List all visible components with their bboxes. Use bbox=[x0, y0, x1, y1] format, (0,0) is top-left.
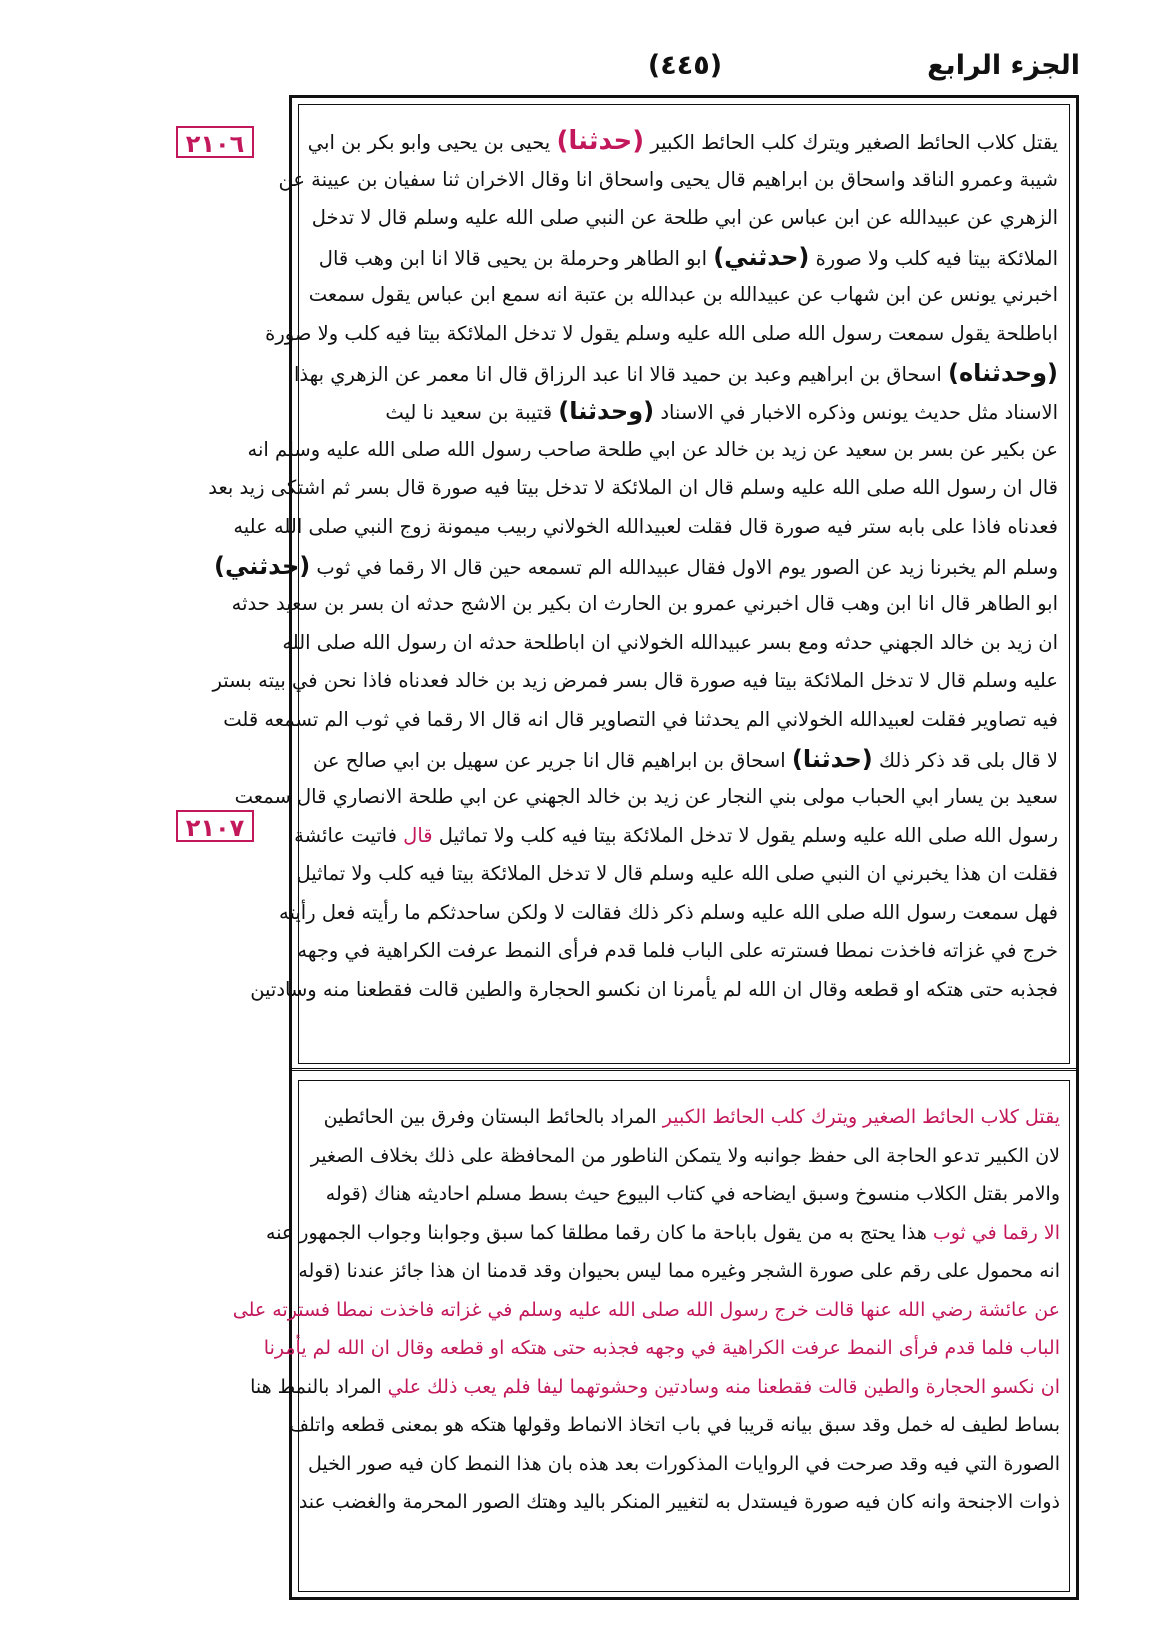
text-line: خرج في غزاته فاخذت نمطا فسترته على الباب فلما قدم فرأى النمط عرفت الكراهية في وجهه bbox=[297, 939, 1058, 963]
running-head bbox=[290, 50, 1080, 90]
text-line: فهل سمعت رسول الله صلى الله عليه وسلم ذكر ذلك فقالت لا ولكن ساحدثكم ما رأيته فعل رأيته bbox=[279, 900, 1058, 924]
text-line: فيه تصاوير فقلت لعبيدالله الخولاني الم يحدثنا في التصاوير قال انه قال الا رقما في ثوب الم تسمعه قلت bbox=[223, 707, 1058, 731]
text-line: انه محمول على رقم على صورة الشجر وغيره مما ليس بحيوان وقد قدمنا ان هذا جائز عندنا (قوله bbox=[298, 1260, 1060, 1282]
keyword-wa-haddathana: (وحدثنا) bbox=[558, 397, 655, 426]
text-line: لان الكبير تدعو الحاجة الى حفظ جوانبه ولا يتمكن الناطور من المحافظة على ذلك بخلاف الصغير bbox=[310, 1144, 1060, 1167]
text-line: قال ان رسول الله صلى الله عليه وسلم قال ان الملائكة لا تدخل بيتا فيه صورة قال بسر ثم اشتكى زيد بعد bbox=[208, 476, 1058, 500]
text-line: (وحدثناه) اسحاق بن ابراهيم وعبد بن حميد قالا انا عبد الرزاق قال انا معمر عن الزهري بهذا bbox=[293, 358, 1058, 387]
page-number: (٤٤٥) bbox=[647, 50, 723, 81]
hadith-number-badge: ٢١٠٧ bbox=[176, 810, 254, 842]
text-line: رسول الله صلى الله عليه وسلم يقول لا تدخل الملائكة بيتا فيه كلب ولا تماثيل قال فاتيت عائشة bbox=[294, 823, 1058, 847]
keyword-wa-haddathanahu: (وحدثناه) bbox=[947, 358, 1058, 387]
text-line: بساط لطيف له خمل وقد سبق بيانه قريبا في باب اتخاذ الانماط وقولها هتكه هو بمعنى قطعه واتلف bbox=[289, 1414, 1060, 1436]
qawluhu-marker: (قوله bbox=[325, 1183, 369, 1205]
text-line: عن عائشة رضي الله عنها قالت خرج رسول الله صلى الله عليه وسلم في غزاته فاخذت نمطا فسترته على bbox=[232, 1298, 1060, 1321]
text-line: سعيد بن يسار ابي الحباب مولى بني النجار عن زيد بن خالد الجهني عن ابي طلحة الانصاري قال سمعت bbox=[234, 785, 1058, 809]
commentary-lemma: يقتل كلاب الحائط الصغير ويترك كلب الحائط الكبير bbox=[662, 1106, 1060, 1128]
text-line: عن بكير عن بسر بن سعيد عن زيد بن خالد عن ابي طلحة صاحب رسول الله صلى الله عليه وسلم انه bbox=[247, 437, 1058, 461]
keyword-qala: قال bbox=[403, 823, 433, 847]
text-line: وسلم الم يخبرنا زيد عن الصور يوم الاول فقال عبيدالله الم تسمعه حين قال الا رقما في ثوب (حدثني) bbox=[214, 551, 1058, 580]
text-line: اخبرني يونس عن ابن شهاب عن عبيدالله بن عبدالله بن عتبة انه سمع ابن عباس يقول سمعت bbox=[308, 283, 1058, 307]
text-line: الاسناد مثل حديث يونس وذكره الاخبار في الاسناد (وحدثنا) قتيبة بن سعيد نا ليث bbox=[385, 397, 1058, 426]
keyword-haddathana: (حدثنا) bbox=[791, 744, 873, 773]
text-line: يقتل كلاب الحائط الصغير ويترك كلب الحائط الكبير المراد بالحائط البستان وفرق بين الحائطين bbox=[323, 1106, 1060, 1128]
text-line: عليه وسلم قال لا تدخل الملائكة بيتا فيه صورة قال بسر فمرض زيد بن خالد فعدناه فاذا نحن في بيته بستر bbox=[212, 669, 1058, 693]
text-line: فعدناه فاذا على بابه ستر فيه صورة قال فقلت لعبيدالله الخولاني ربيب ميمونة زوج النبي صلى الله عليه bbox=[233, 514, 1058, 538]
text-line: يقتل كلاب الحائط الصغير ويترك كلب الحائط الكبير (حدثنا) يحيى بن يحيى وابو بكر بن ابي bbox=[307, 126, 1058, 156]
text-line: ابو الطاهر قال انا ابن وهب قال اخبرني عمرو بن الحارث ان بكير بن الاشج حدثه ان بسر بن سعيد حدثه bbox=[231, 592, 1058, 616]
text-line: الملائكة بيتا فيه كلب ولا صورة (حدثني) ابو الطاهر وحرملة بن يحيى قالا انا ابن وهب قال bbox=[318, 242, 1058, 271]
text-line: والامر بقتل الكلاب منسوخ وسبق ايضاحه في كتاب البيوع حيث بسط مسلم احاديثه هناك (قوله bbox=[325, 1183, 1060, 1205]
text-line: فجذبه حتى هتكه او قطعه وقال ان الله لم يأمرنا ان نكسو الحجارة والطين قالت فقطعنا منه وسادتين bbox=[250, 978, 1058, 1002]
text-line: ان زيد بن خالد الجهني حدثه ومع بسر عبيدالله الخولاني ان اباطلحة حدثه ان رسول الله صلى الله bbox=[282, 630, 1058, 654]
text-line: لا قال بلى قد ذكر ذلك (حدثنا) اسحاق بن ابراهيم قال انا جرير عن سهيل بن ابي صالح عن bbox=[313, 744, 1058, 773]
text-line: الصورة التي فيه وقد صرحت في الروايات المذكورات بعد هذه بان هذا النمط كان فيه صور الخيل bbox=[308, 1452, 1060, 1475]
commentary-lemma: الا رقما في ثوب bbox=[932, 1221, 1060, 1244]
qawluhu-marker: (قوله bbox=[298, 1260, 341, 1282]
keyword-haddathani: (حدثني) bbox=[713, 242, 810, 271]
text-line: الباب فلما قدم فرأى النمط عرفت الكراهية في وجهه فجذبه حتى هتكه او قطعه وقال ان الله لم يأمرنا bbox=[263, 1337, 1060, 1359]
text-line: ان نكسو الحجارة والطين قالت فقطعنا منه وسادتين وحشوتهما ليفا فلم يعب ذلك علي المراد بالنمط هنا bbox=[250, 1375, 1060, 1398]
text-line: اباطلحة يقول سمعت رسول الله صلى الله عليه وسلم يقول لا تدخل الملائكة بيتا فيه كلب ولا صورة bbox=[265, 321, 1058, 345]
keyword-haddathana: (حدثنا) bbox=[556, 126, 645, 156]
text-line: ذوات الاجنحة وانه كان فيه صورة فيستدل به لتغيير المنكر باليد وهتك الصور المحرمة والغضب عند bbox=[298, 1491, 1060, 1513]
part-title: الجزء الرابع bbox=[927, 50, 1080, 81]
text-line: الزهري عن عبيدالله عن ابن عباس عن ابي طلحة عن النبي صلى الله عليه وسلم قال لا تدخل bbox=[311, 206, 1058, 230]
text-line: فقلت ان هذا يخبرني ان النبي صلى الله عليه وسلم قال لا تدخل الملائكة بيتا فيه كلب ولا تماثيل bbox=[296, 862, 1058, 886]
keyword-haddathani: (حدثني) bbox=[214, 551, 311, 580]
text-line: الا رقما في ثوب هذا يحتج به من يقول باباحة ما كان رقما مطلقا كما سبق وجوابنا وجواب الجمهور عنه bbox=[266, 1221, 1060, 1244]
section-divider bbox=[292, 1068, 1076, 1071]
commentary-text bbox=[232, 1098, 1060, 1522]
hadith-number-badge: ٢١٠٦ bbox=[176, 126, 254, 158]
text-line: شيبة وعمرو الناقد واسحاق بن ابراهيم قال يحيى واسحاق انا وقال الاخران ثنا سفيان بن عيينة عن bbox=[278, 167, 1058, 191]
